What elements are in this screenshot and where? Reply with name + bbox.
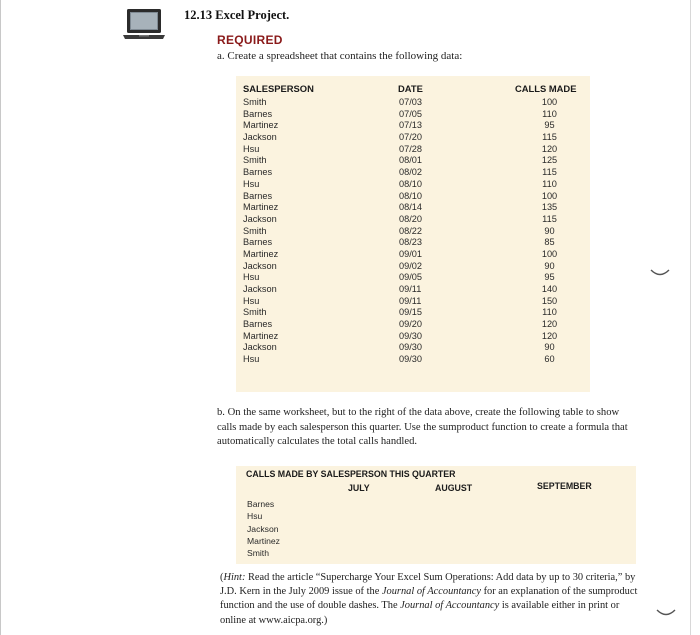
summary-table-title: CALLS MADE BY SALESPERSON THIS QUARTER [246, 469, 456, 479]
table-row [236, 331, 590, 343]
table-row [236, 342, 590, 354]
cell-date: 09/30 [399, 342, 422, 353]
cell-salesperson: Jackson [243, 132, 277, 143]
cell-date: 08/10 [399, 178, 422, 189]
table-row [236, 307, 590, 319]
cell-salesperson: Hsu [243, 272, 260, 283]
data-table-rows [236, 97, 590, 366]
cell-date: 07/05 [399, 108, 422, 119]
cell-calls-made: 90 [544, 342, 555, 353]
cell-date: 09/01 [399, 248, 422, 259]
cell-salesperson: Hsu [243, 178, 260, 189]
cell-date: 09/11 [399, 295, 422, 306]
cell-calls-made: 140 [541, 284, 558, 294]
column-header-date: DATE [398, 83, 423, 94]
instruction-b: b. On the same worksheet, but to the right of the data above, create the following table to show calls made by each salesperson this quarter. Use the sumproduct function to create a formula that automatically calculates the total calls handled. [217, 407, 628, 447]
cell-calls-made: 115 [542, 213, 557, 224]
cell-salesperson: Jackson [243, 213, 277, 224]
summary-row-label: Barnes [247, 499, 275, 509]
table-row [236, 97, 590, 109]
summary-row-label: Hsu [247, 511, 263, 522]
table-row [236, 284, 590, 296]
hint-label: Hint: [223, 572, 246, 583]
cell-salesperson: Smith [243, 225, 267, 236]
instruction-a: a. Create a spreadsheet that contains the following data: [217, 50, 463, 62]
cell-salesperson: Jackson [243, 260, 277, 271]
cell-calls-made: 120 [541, 330, 558, 341]
summary-row-label: Smith [247, 548, 269, 559]
cell-salesperson: Hsu [243, 354, 260, 365]
cell-calls-made: 85 [544, 237, 555, 248]
cell-calls-made: 110 [542, 108, 557, 119]
cell-calls-made: 115 [542, 132, 557, 143]
cell-date: 09/15 [399, 307, 422, 318]
cell-date: 08/23 [399, 237, 422, 248]
cell-date: 09/30 [399, 330, 422, 341]
cell-salesperson: Barnes [243, 237, 273, 248]
cell-date: 07/13 [399, 120, 422, 131]
cell-salesperson: Martinez [243, 330, 279, 341]
table-row [236, 249, 590, 261]
table-row [236, 179, 590, 191]
hint-text-3: is available either in print or online at www.aicpa.org.) [220, 600, 620, 626]
laptop-icon [122, 8, 166, 42]
cell-date: 09/11 [399, 284, 422, 294]
hint-journal-1: Journal of Accountancy [381, 586, 481, 598]
table-row [236, 109, 590, 121]
cell-salesperson: Jackson [243, 284, 277, 294]
scroll-mark-icon [655, 605, 677, 615]
cell-date: 09/30 [399, 354, 422, 365]
table-row [236, 354, 590, 366]
column-header-calls-made: CALLS MADE [515, 83, 577, 94]
table-row [236, 132, 590, 144]
cell-date: 08/14 [399, 202, 422, 213]
cell-date: 09/20 [399, 319, 422, 330]
hint-journal-2: Journal of Accountancy [400, 600, 500, 612]
cell-date: 08/01 [399, 155, 422, 166]
summary-header-august: AUGUST [435, 483, 473, 493]
table-row [236, 237, 590, 249]
cell-salesperson: Hsu [243, 143, 260, 154]
cell-salesperson: Smith [243, 97, 267, 107]
table-row [236, 296, 590, 308]
cell-salesperson: Barnes [243, 167, 273, 178]
cell-salesperson: Barnes [243, 190, 273, 201]
cell-salesperson: Martinez [243, 202, 279, 213]
cell-date: 09/02 [399, 260, 422, 271]
scroll-mark-icon [649, 265, 671, 275]
cell-date: 09/05 [399, 272, 422, 283]
page-edge-left [0, 0, 1, 635]
cell-salesperson: Hsu [243, 295, 260, 306]
cell-salesperson: Barnes [243, 108, 273, 119]
cell-calls-made: 150 [541, 295, 558, 306]
table-row [236, 272, 590, 284]
table-row [236, 226, 590, 238]
summary-header-september: SEPTEMBER [537, 481, 592, 491]
cell-calls-made: 95 [544, 272, 555, 283]
cell-calls-made: 90 [544, 225, 555, 236]
table-row [236, 155, 590, 167]
cell-date: 07/20 [399, 132, 422, 143]
cell-calls-made: 100 [541, 97, 558, 107]
cell-calls-made: 60 [544, 354, 555, 365]
table-row [236, 144, 590, 156]
project-title: 12.13 Excel Project. [184, 8, 290, 22]
summary-row-labels [247, 498, 280, 559]
column-header-salesperson: SALESPERSON [243, 83, 314, 94]
cell-date: 08/10 [399, 190, 422, 201]
table-row [236, 202, 590, 214]
cell-calls-made: 125 [541, 155, 558, 166]
cell-calls-made: 90 [544, 260, 555, 271]
cell-calls-made: 110 [542, 307, 557, 318]
table-row [236, 191, 590, 203]
cell-date: 07/03 [399, 97, 422, 107]
cell-calls-made: 95 [544, 120, 555, 131]
summary-row-label: Martinez [247, 535, 280, 546]
summary-row-label: Jackson [247, 523, 279, 534]
cell-salesperson: Martinez [243, 120, 279, 131]
cell-calls-made: 100 [541, 190, 558, 201]
table-row [236, 120, 590, 132]
cell-date: 08/20 [399, 213, 422, 224]
cell-salesperson: Martinez [243, 248, 279, 259]
cell-date: 08/22 [399, 225, 422, 236]
cell-salesperson: Barnes [243, 319, 273, 330]
cell-salesperson: Jackson [243, 342, 277, 353]
hint-text-2: for an explanation of the sumproduct function and the use of double dashes. The [220, 586, 638, 612]
hint-paragraph: (Hint: Read the article “Supercharge Your Excel Sum Operations: Add data by up to 30 criteria,” by J.D. Kern in the July 2009 issue of the Journal of Accountancy for an explanation of the sumproduct function and the use of double dashes. The Journal of Accountancy is available either in print or online at www.aicpa.org.) [220, 572, 638, 626]
table-row [236, 261, 590, 273]
table-row [236, 167, 590, 179]
cell-salesperson: Smith [243, 307, 267, 318]
summary-header-july: JULY [348, 483, 370, 493]
hint-text-1: Read the article “Supercharge Your Excel Sum Operations: Add data by up to 30 criteria,” by J.D. Kern in the July 2009 issue of the [220, 572, 636, 598]
cell-calls-made: 120 [541, 319, 558, 330]
cell-calls-made: 135 [541, 202, 558, 213]
cell-calls-made: 100 [541, 248, 558, 259]
table-row [236, 214, 590, 226]
cell-date: 07/28 [399, 143, 422, 154]
cell-salesperson: Smith [243, 155, 267, 166]
cell-date: 08/02 [399, 167, 422, 178]
table-row [236, 319, 590, 331]
cell-calls-made: 120 [541, 143, 558, 154]
page-edge-right [690, 0, 691, 635]
required-heading: REQUIRED [217, 33, 283, 47]
cell-calls-made: 115 [542, 167, 557, 178]
cell-calls-made: 110 [542, 178, 557, 189]
